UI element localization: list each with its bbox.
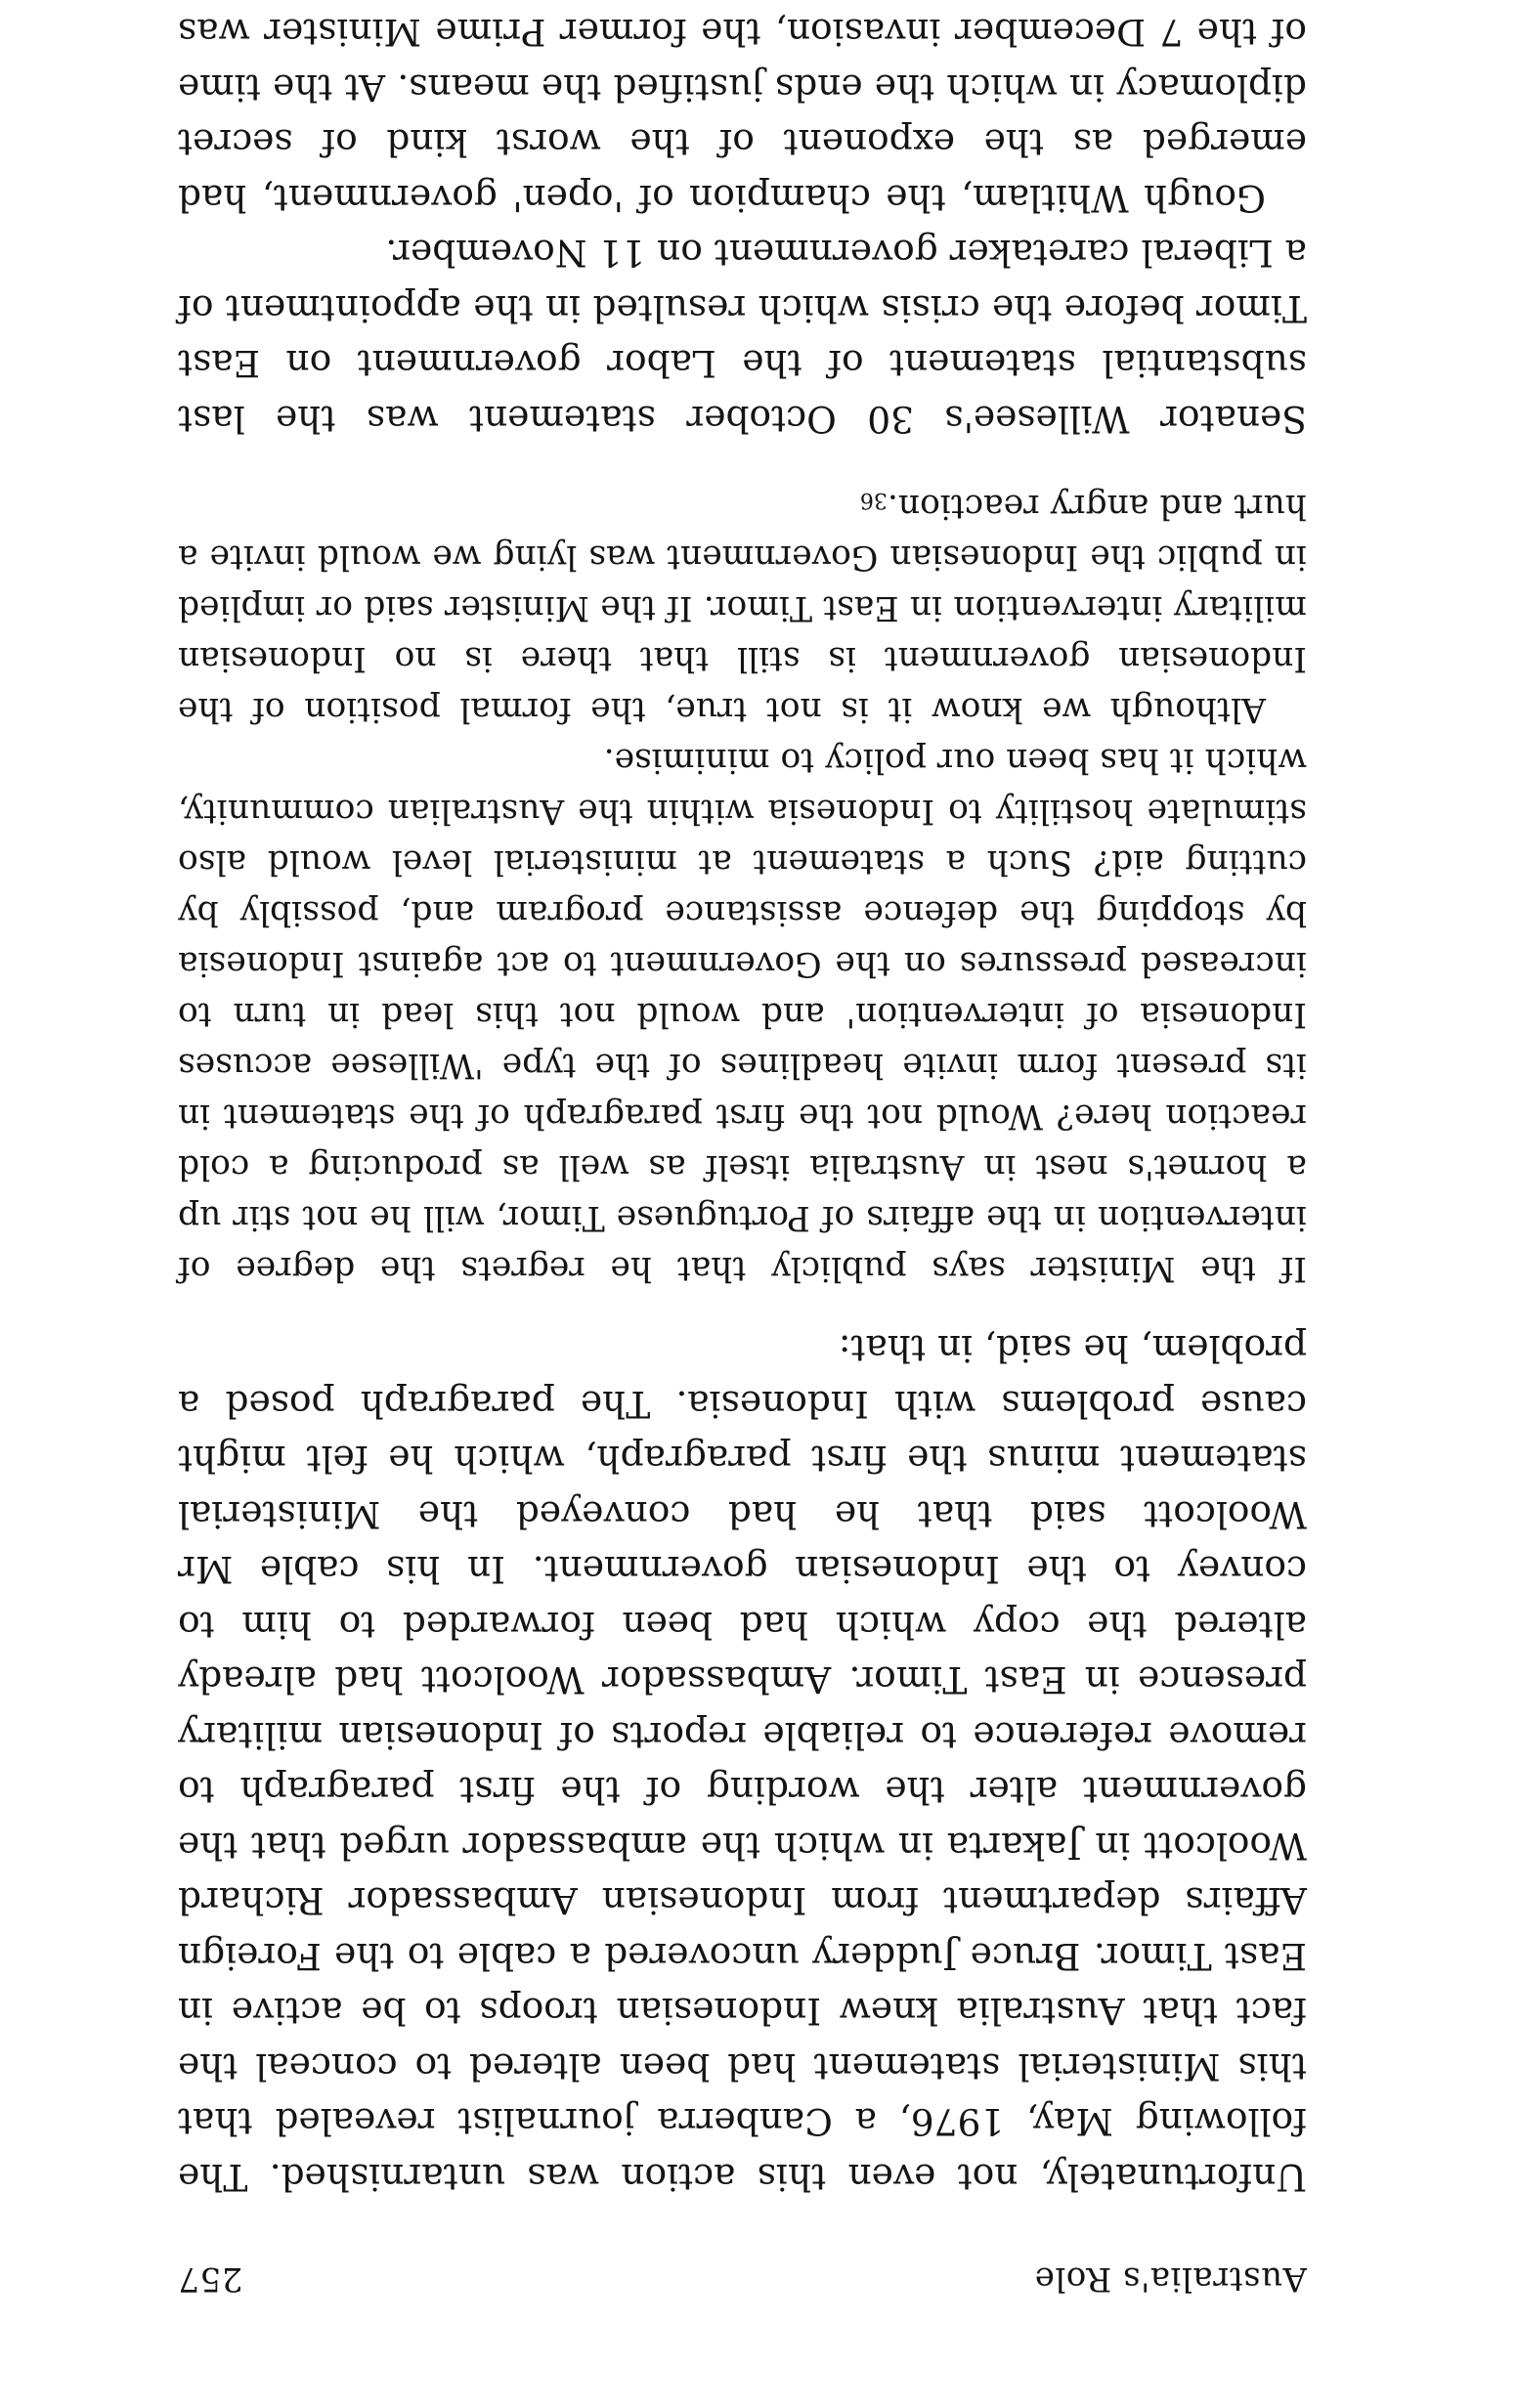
running-head: Australia's Role bbox=[1034, 2259, 1307, 2299]
quote-text: Although we know it is not true, the formal position of the Indonesian government is still that there is no Indonesian military intervention in East Timor. If the Minister said or implied in public the Indonesian Government was lying we would invite a hurt and angry reaction. bbox=[178, 487, 1307, 729]
paragraph: Senator Willesee's 30 October statement was the last substantial statement of the Labor government on East Timor before the crisis which resulted in the appointment of a Liberal caretaker government on 11 November. bbox=[178, 232, 1307, 441]
page-header bbox=[178, 2250, 1307, 2299]
quote-paragraph bbox=[178, 474, 1307, 735]
block-quote bbox=[178, 474, 1307, 1294]
page-number: 257 bbox=[178, 2259, 243, 2299]
paragraph: Gough Whitlam, the champion of 'open' government, had emerged as the exponent of the worst kind of secret diplomacy in which the ends justified the means. At the time of the 7 December invasion, the former Prime Minister was bbox=[178, 11, 1307, 220]
quote-paragraph: If the Minister says publicly that he regrets the degree of intervention in the affairs of Portuguese Timor, will he not stir up a hornet's nest in Australia itself as well as producing a cold reaction here? Would not the first paragraph of the statement in its present form invite headlines of the type 'Willesee accuses Indonesia of intervention' and would not this lead in turn to increased pressures on the Government to act against Indonesia by stopping the defence assistance program and, possibly by cutting aid? Such a statement at ministerial level would also stimulate hostility to Indonesia within the Australian community, which it has been our policy to minimise. bbox=[178, 741, 1307, 1288]
paragraph: Unfortunately, not even this action was untarnished. The following May, 1976, a Canberra journalist revealed that this Ministerial statement had been altered to conceal the fact that Australia knew Indonesian troops to be active in East Timor. Bruce Juddery uncovered a cable to the Foreign Affairs department from Indonesian Ambassador Richard Woolcott in Jakarta in which the ambassador urged that the government alter the wording of the first paragraph to remove reference to reliable reports of Indonesian military presence in East Timor. Ambassador Woolcott had already altered the copy which had been forwarded to him to convey to the Indonesian government. In his cable Mr Woolcott said that he had conveyed the Ministerial statement minus the first paragraph, which he felt might cause problems with Indonesia. The paragraph posed a problem, he said, in that: bbox=[178, 1327, 1307, 2199]
body-text bbox=[178, 0, 1307, 2205]
footnote-reference: 36 bbox=[859, 488, 888, 512]
